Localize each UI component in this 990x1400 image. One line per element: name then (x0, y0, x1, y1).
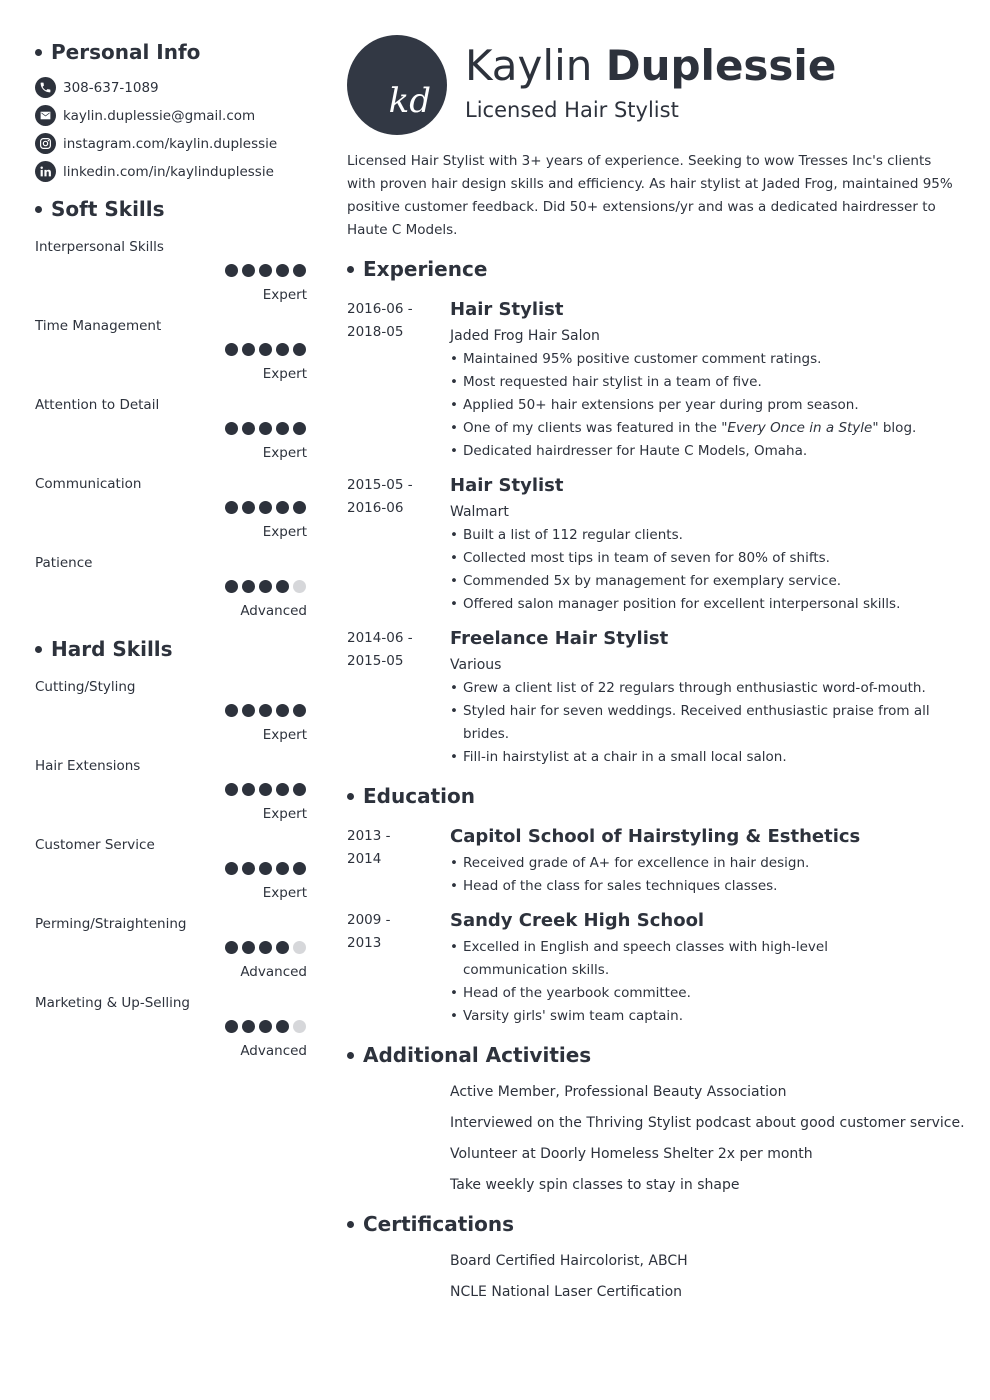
experience-title: Hair Stylist (450, 475, 564, 496)
rating-dot-filled (225, 580, 238, 593)
skill-name: Hair Extensions (35, 758, 141, 774)
skill-level: Expert (262, 287, 307, 303)
bullet-item: • Most requested hair stylist in a team of five. (450, 371, 930, 394)
bullet-item: • Head of the yearbook committee. (450, 982, 930, 1005)
skill-level: Expert (262, 445, 307, 461)
first-name: Kaylin (465, 41, 593, 90)
section-bullet (347, 266, 354, 273)
activity-item: Take weekly spin classes to stay in shape (450, 1177, 740, 1193)
rating-dot-filled (276, 580, 289, 593)
skill-level: Advanced (240, 603, 307, 619)
skill-level: Expert (262, 524, 307, 540)
skill-rating (225, 422, 307, 436)
skill-level: Advanced (240, 1043, 307, 1059)
rating-dot-filled (293, 264, 306, 277)
contact-phone: 308-637-1089 (35, 77, 315, 99)
rating-dot-filled (242, 501, 255, 514)
summary: Licensed Hair Stylist with 3+ years of experience. Seeking to wow Tresses Inc's clients with proven hair design skills and efficiency. As hair stylist at Jaded Frog, maintained 95% positive customer feedback. Did 50+ extensions/yr and was a dedicated hairdresser to Haute C Models. (347, 153, 953, 238)
rating-dot-filled (225, 501, 238, 514)
rating-dot-filled (293, 422, 306, 435)
certification-item: Board Certified Haircolorist, ABCH (450, 1253, 688, 1269)
section-bullet (347, 1052, 354, 1059)
skill-name: Time Management (35, 318, 162, 334)
bullet-item: • Styled hair for seven weddings. Received enthusiastic praise from all brides. (450, 700, 930, 746)
bullet-item: • Excelled in English and speech classes with high-level communication skills. (450, 936, 930, 982)
experience-org: Jaded Frog Hair Salon (450, 328, 600, 344)
rating-dot-filled (276, 501, 289, 514)
rating-dot-filled (225, 783, 238, 796)
rating-dot-filled (259, 862, 272, 875)
skill-rating (225, 1020, 307, 1034)
job-title: Licensed Hair Stylist (465, 98, 679, 122)
skill-row (35, 757, 307, 827)
experience-dates: 2015-05 - 2016-06 (347, 477, 413, 516)
rating-dot-filled (242, 343, 255, 356)
rating-dot-filled (259, 343, 272, 356)
activity-item: Volunteer at Doorly Homeless Shelter 2x per month (450, 1146, 813, 1162)
rating-dot-empty (293, 941, 306, 954)
phone-icon (35, 77, 56, 98)
skill-rating (225, 941, 307, 955)
skill-rating (225, 704, 307, 718)
experience-dates: 2014-06 - 2015-05 (347, 630, 413, 669)
skill-level: Expert (262, 727, 307, 743)
rating-dot-filled (276, 264, 289, 277)
rating-dot-filled (259, 422, 272, 435)
skill-rating (225, 580, 307, 594)
candidate-name (465, 40, 836, 92)
contact-email[interactable]: kaylin.duplessie@gmail.com (35, 105, 315, 127)
rating-dot-filled (225, 264, 238, 277)
rating-dot-filled (259, 783, 272, 796)
skill-name: Patience (35, 555, 93, 571)
hard-skills-heading: Hard Skills (35, 635, 173, 663)
rating-dot-filled (293, 343, 306, 356)
rating-dot-filled (276, 422, 289, 435)
bullet-item: • Dedicated hairdresser for Haute C Models, Omaha. (450, 440, 930, 463)
activity-item: Active Member, Professional Beauty Association (450, 1084, 787, 1100)
rating-dot-filled (293, 704, 306, 717)
section-bullet (35, 206, 42, 213)
bullet-item: • Commended 5x by management for exemplary service. (450, 570, 930, 593)
rating-dot-filled (242, 941, 255, 954)
bullet-item: • One of my clients was featured in the "Every Once in a Style" blog. (450, 417, 930, 440)
rating-dot-empty (293, 580, 306, 593)
skill-rating (225, 264, 307, 278)
skill-row (35, 317, 307, 387)
section-bullet (347, 793, 354, 800)
skill-name: Communication (35, 476, 142, 492)
bullet-item: • Collected most tips in team of seven for 80% of shifts. (450, 547, 930, 570)
section-bullet (35, 646, 42, 653)
skill-level: Expert (262, 806, 307, 822)
rating-dot-filled (242, 580, 255, 593)
rating-dot-filled (225, 862, 238, 875)
bullet-item: • Applied 50+ hair extensions per year during prom season. (450, 394, 930, 417)
skill-level: Expert (262, 366, 307, 382)
soft-skills-heading: Soft Skills (35, 195, 165, 223)
rating-dot-filled (225, 422, 238, 435)
activity-item: Interviewed on the Thriving Stylist podcast about good customer service. (450, 1115, 965, 1131)
skill-row (35, 554, 307, 624)
education-dates: 2009 - 2013 (347, 912, 391, 951)
rating-dot-filled (225, 1020, 238, 1033)
education-bullets (450, 936, 930, 1028)
bullet-item: • Maintained 95% positive customer comment ratings. (450, 348, 930, 371)
bullet-item: • Built a list of 112 regular clients. (450, 524, 930, 547)
experience-org: Various (450, 657, 502, 673)
rating-dot-filled (293, 862, 306, 875)
blog-name: Every Once in a Style (727, 420, 873, 436)
certifications-heading: Certifications (347, 1210, 514, 1238)
skill-level: Advanced (240, 964, 307, 980)
rating-dot-filled (259, 941, 272, 954)
bullet-item: • Offered salon manager position for excellent interpersonal skills. (450, 593, 930, 616)
education-bullets (450, 852, 930, 898)
rating-dot-filled (259, 264, 272, 277)
skill-row (35, 238, 307, 308)
bullet-item: • Head of the class for sales techniques classes. (450, 875, 930, 898)
education-dates: 2013 - 2014 (347, 828, 391, 867)
bullet-item: • Received grade of A+ for excellence in hair design. (450, 852, 930, 875)
rating-dot-filled (259, 1020, 272, 1033)
experience-bullets (450, 524, 930, 616)
skill-rating (225, 343, 307, 357)
rating-dot-filled (242, 264, 255, 277)
rating-dot-empty (293, 1020, 306, 1033)
contact-linkedin[interactable]: linkedin.com/in/kaylinduplessie (35, 161, 315, 183)
skill-level: Expert (262, 885, 307, 901)
rating-dot-filled (242, 862, 255, 875)
avatar (347, 35, 447, 135)
education-heading: Education (347, 782, 475, 810)
rating-dot-filled (293, 783, 306, 796)
rating-dot-filled (276, 1020, 289, 1033)
section-bullet (347, 1221, 354, 1228)
last-name: Duplessie (605, 41, 837, 90)
certification-item: NCLE National Laser Certification (450, 1284, 683, 1300)
contact-instagram[interactable]: instagram.com/kaylin.duplessie (35, 133, 315, 155)
experience-heading: Experience (347, 255, 487, 283)
linkedin-icon (35, 161, 56, 182)
skill-row (35, 915, 307, 985)
section-bullet (35, 49, 42, 56)
experience-org: Walmart (450, 504, 509, 520)
personal-info-heading: Personal Info (35, 38, 200, 66)
skill-row (35, 678, 307, 748)
rating-dot-filled (259, 580, 272, 593)
rating-dot-filled (293, 501, 306, 514)
skill-row (35, 836, 307, 906)
rating-dot-filled (276, 862, 289, 875)
rating-dot-filled (276, 941, 289, 954)
skill-name: Attention to Detail (35, 397, 160, 413)
avatar-initials: kd (388, 81, 431, 121)
experience-bullets (450, 677, 930, 769)
rating-dot-filled (225, 343, 238, 356)
rating-dot-filled (259, 704, 272, 717)
skill-row (35, 994, 307, 1064)
rating-dot-filled (259, 501, 272, 514)
rating-dot-filled (225, 704, 238, 717)
experience-title: Freelance Hair Stylist (450, 628, 669, 649)
rating-dot-filled (276, 783, 289, 796)
rating-dot-filled (276, 343, 289, 356)
skill-row (35, 396, 307, 466)
skill-name: Interpersonal Skills (35, 239, 164, 255)
rating-dot-filled (276, 704, 289, 717)
skill-name: Customer Service (35, 837, 155, 853)
rating-dot-filled (242, 1020, 255, 1033)
activities-heading: Additional Activities (347, 1041, 591, 1069)
rating-dot-filled (242, 422, 255, 435)
bullet-item: • Varsity girls' swim team captain. (450, 1005, 930, 1028)
skill-row (35, 475, 307, 545)
education-school: Capitol School of Hairstyling & Esthetics (450, 826, 861, 847)
instagram-icon (35, 133, 56, 154)
bullet-item: • Grew a client list of 22 regulars through enthusiastic word-of-mouth. (450, 677, 930, 700)
rating-dot-filled (242, 783, 255, 796)
skill-rating (225, 862, 307, 876)
skill-name: Marketing & Up-Selling (35, 995, 190, 1011)
rating-dot-filled (225, 941, 238, 954)
skill-name: Cutting/Styling (35, 679, 136, 695)
bullet-item: • Fill-in hairstylist at a chair in a small local salon. (450, 746, 930, 769)
rating-dot-filled (242, 704, 255, 717)
experience-title: Hair Stylist (450, 299, 564, 320)
skill-name: Perming/Straightening (35, 916, 187, 932)
education-school: Sandy Creek High School (450, 910, 705, 931)
skill-rating (225, 783, 307, 797)
experience-dates: 2016-06 - 2018-05 (347, 301, 413, 340)
email-icon (35, 105, 56, 126)
skill-rating (225, 501, 307, 515)
experience-bullets (450, 348, 930, 463)
